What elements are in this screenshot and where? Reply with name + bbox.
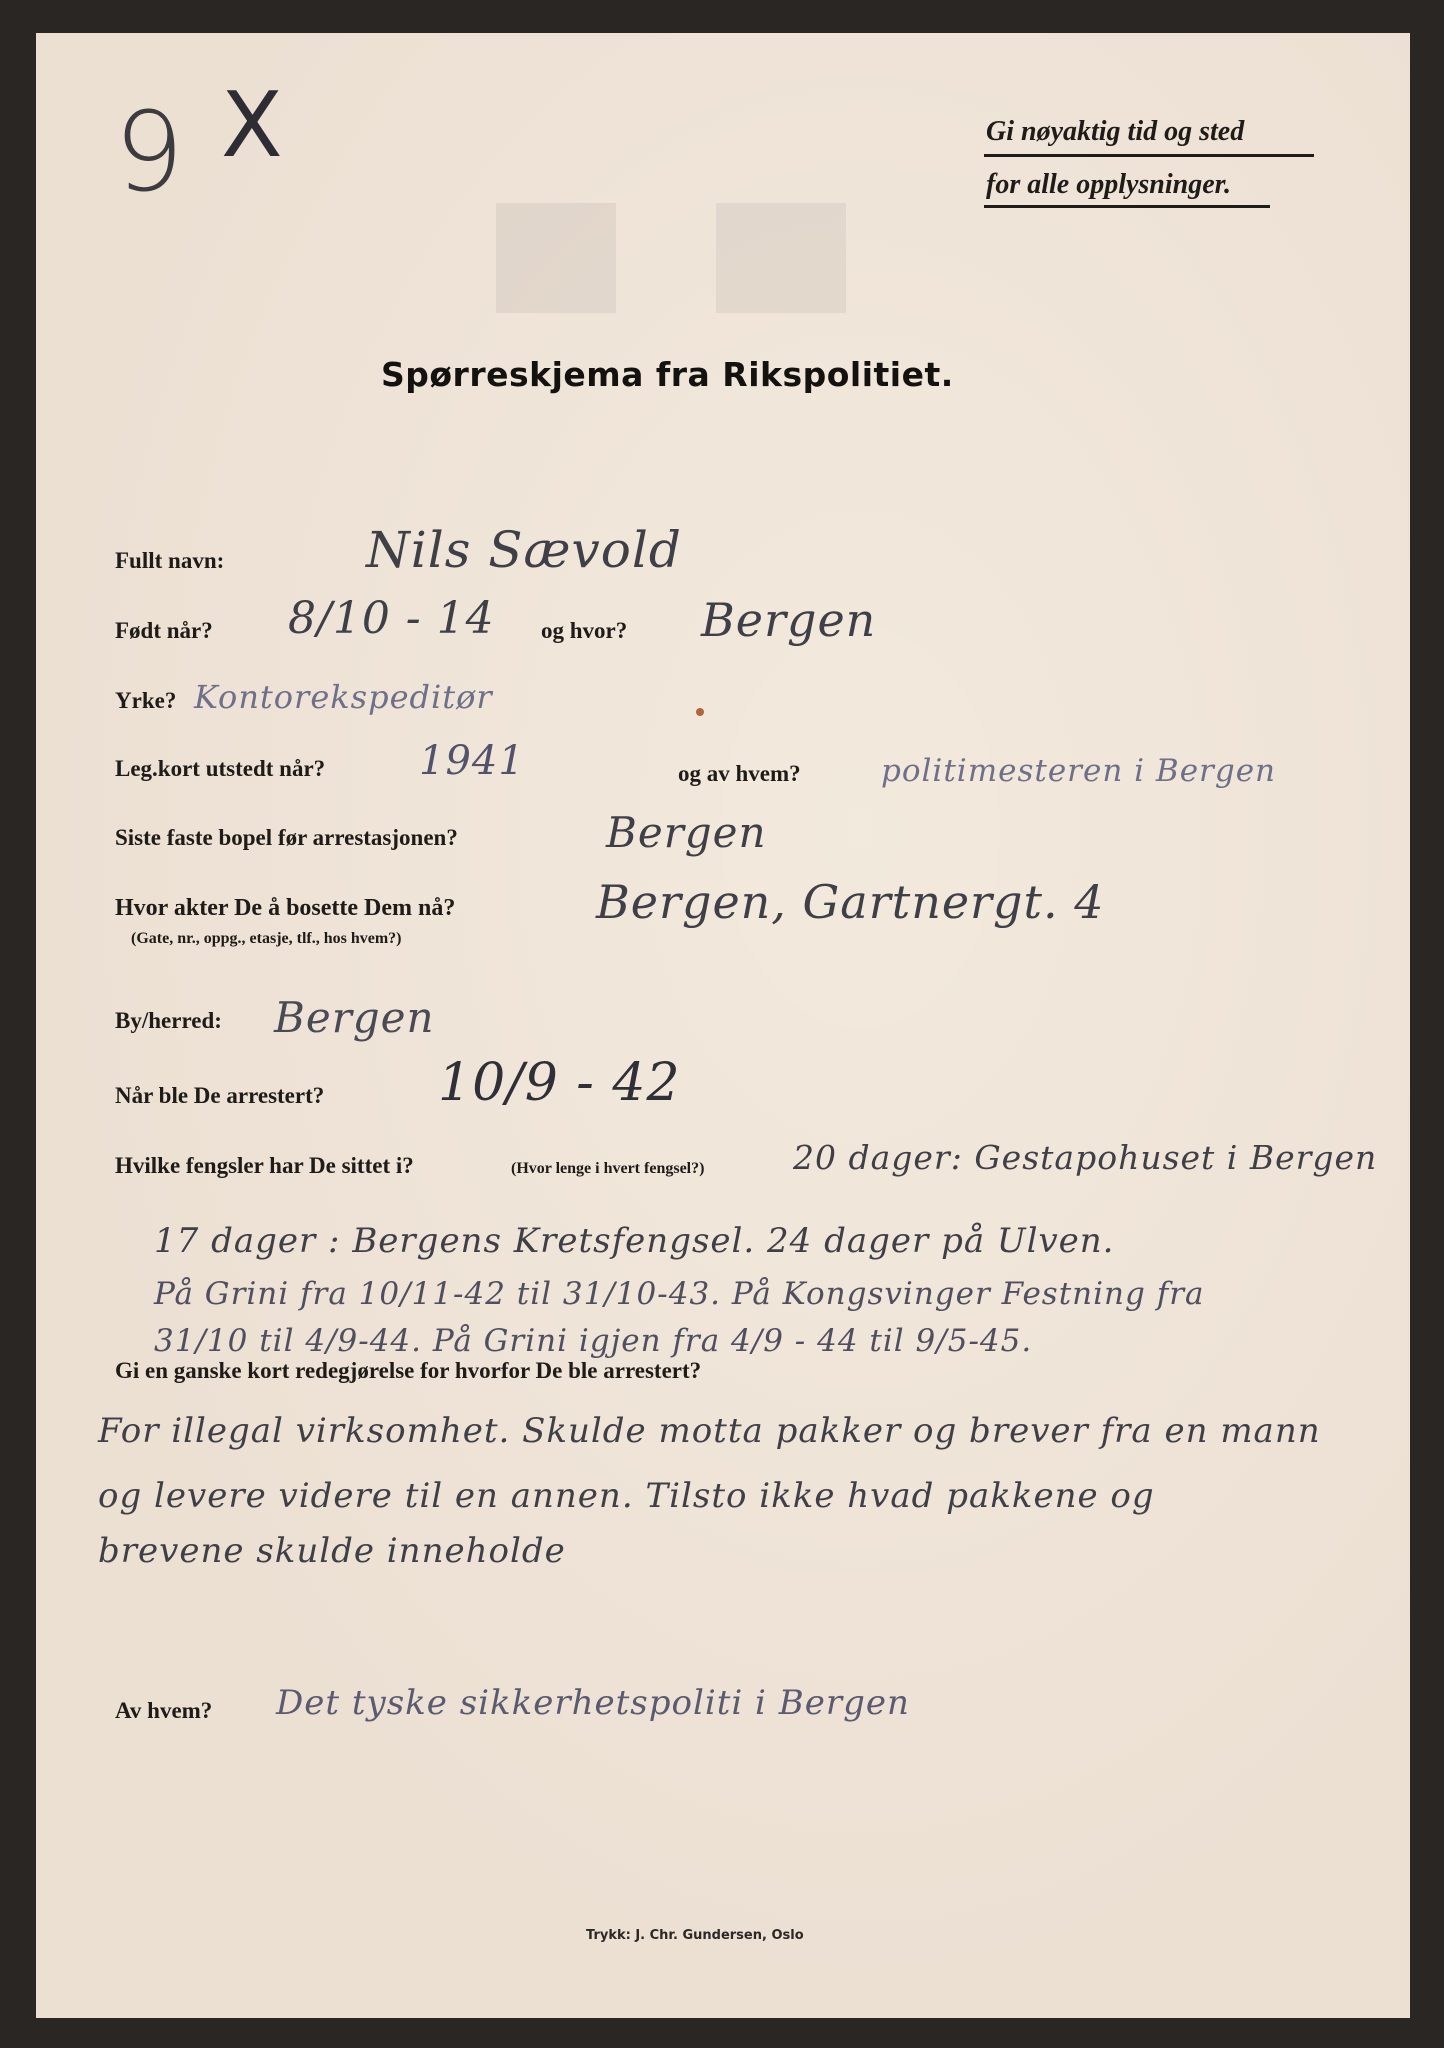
form-title: Spørreskjema fra Rikspolitiet. xyxy=(381,355,954,394)
occupation-value: Kontorekspeditør xyxy=(194,678,493,716)
settle-now-label: Hvor akter De å bosette Dem nå? xyxy=(115,895,456,921)
arrested-when-value: 10/9 - 42 xyxy=(438,1053,681,1113)
settle-now-sublabel: (Gate, nr., oppg., etasje, tlf., hos hvem?) xyxy=(131,930,402,947)
arrested-when-label: Når ble De arrestert? xyxy=(115,1083,325,1108)
bleed-through-mark xyxy=(496,203,616,313)
reason-line-2: og levere videre til en annen. Tilsto ikke hvad pakkene og xyxy=(98,1476,1155,1516)
archive-number: 9 xyxy=(114,88,185,216)
municipality-label: By/herred: xyxy=(115,1008,222,1033)
questionnaire-page xyxy=(36,33,1410,2018)
instruction-rule-2 xyxy=(984,205,1270,208)
prisons-sublabel: (Hvor lenge i hvert fengsel?) xyxy=(511,1160,705,1177)
printer-imprint: Trykk: J. Chr. Gundersen, Oslo xyxy=(586,1928,804,1943)
prisons-line-2: 17 dager : Bergens Kretsfengsel. 24 dager på Ulven. xyxy=(154,1221,1115,1261)
id-issued-when-value: 1941 xyxy=(419,738,525,784)
born-when-label: Født når? xyxy=(115,618,213,643)
prisons-line-3: På Grini fra 10/11-42 til 31/10-43. På Kongsvinger Festning fra xyxy=(154,1276,1205,1312)
id-issued-when-label: Leg.kort utstedt når? xyxy=(115,756,326,781)
archive-cross: X xyxy=(221,73,284,178)
reason-line-3: brevene skulde inneholde xyxy=(98,1531,566,1571)
born-when-value: 8/10 - 14 xyxy=(288,593,495,644)
occupation-label: Yrke? xyxy=(115,688,177,713)
born-where-label: og hvor? xyxy=(541,618,628,643)
reason-label: Gi en ganske kort redegjørelse for hvorfor De ble arrestert? xyxy=(115,1358,702,1383)
by-whom-label: Av hvem? xyxy=(115,1698,213,1723)
born-where-value: Bergen xyxy=(701,593,877,647)
id-issued-by-label: og av hvem? xyxy=(678,761,801,786)
last-residence-value: Bergen xyxy=(606,808,767,857)
prisons-label: Hvilke fengsler har De sittet i? xyxy=(115,1153,414,1178)
id-issued-by-value: politimesteren i Bergen xyxy=(881,753,1277,789)
prisons-line-1: 20 dager: Gestapohuset i Bergen xyxy=(793,1138,1378,1177)
by-whom-value: Det tyske sikkerhetspoliti i Bergen xyxy=(276,1683,910,1723)
paper-spot xyxy=(696,708,704,716)
last-residence-label: Siste faste bopel før arrestasjonen? xyxy=(115,825,458,850)
reason-line-1: For illegal virksomhet. Skulde motta pakker og brever fra en mann xyxy=(98,1411,1321,1451)
settle-now-value: Bergen, Gartnergt. 4 xyxy=(596,875,1105,929)
instruction-line-1: Gi nøyaktig tid og sted xyxy=(986,116,1245,147)
municipality-value: Bergen xyxy=(274,993,435,1042)
full-name-label: Fullt navn: xyxy=(115,548,225,573)
full-name-value: Nils Sævold xyxy=(366,521,682,579)
instruction-line-2: for alle opplysninger. xyxy=(986,169,1232,200)
instruction-rule-1 xyxy=(984,154,1314,157)
prisons-line-4: 31/10 til 4/9-44. På Grini igjen fra 4/9 - 44 til 9/5-45. xyxy=(154,1323,1033,1359)
bleed-through-mark xyxy=(716,203,846,313)
